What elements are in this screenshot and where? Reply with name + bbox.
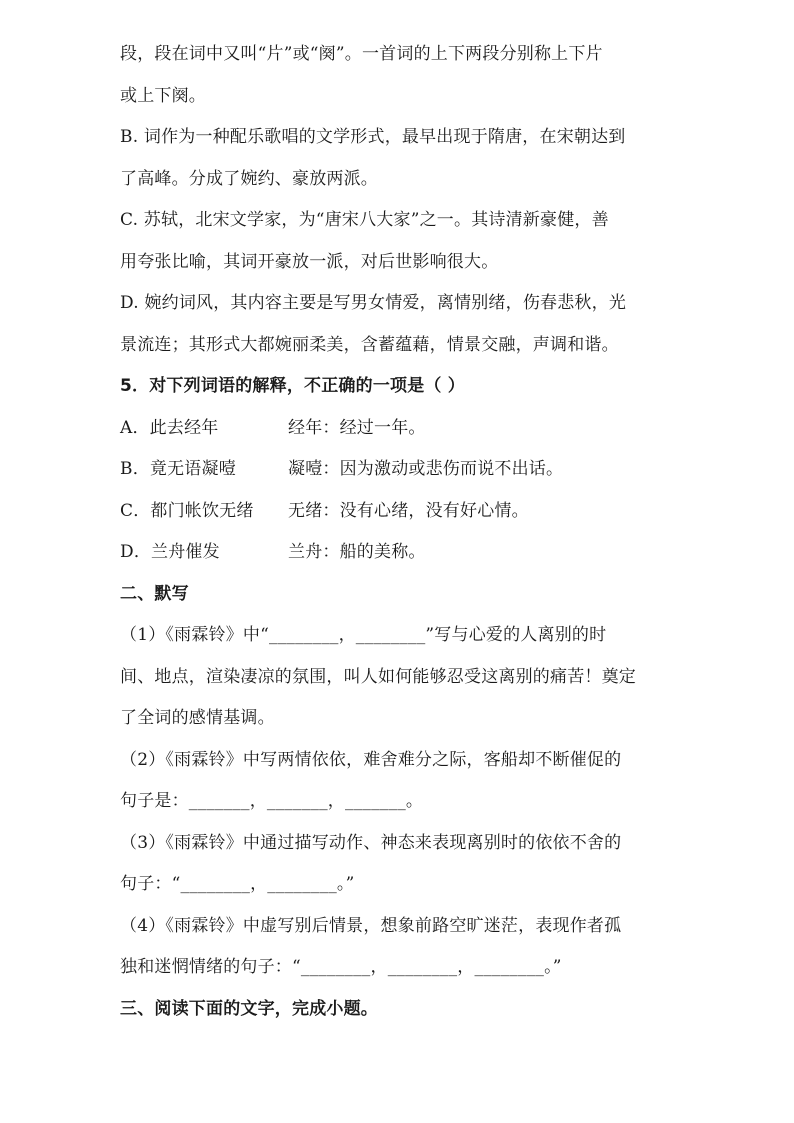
dictation-4-line-1: （4）《雨霖铃》中虚写别后情景，想象前路空旷迷茫，表现作者孤 — [120, 915, 622, 936]
option-term: B．竟无语凝噎 — [120, 459, 236, 479]
question-5-title: 5．对下列词语的解释，不正确的一项是（ ） — [120, 376, 465, 396]
question-5-option-c — [120, 491, 680, 533]
dictation-3-line-2: 句子：“________，________。” — [120, 874, 355, 894]
option-explanation: 兰舟：船的美称。 — [288, 542, 426, 562]
dictation-2-line-2: 句子是：_______，_______，_______。 — [120, 791, 424, 811]
option-explanation: 无绪：没有心绪，没有好心情。 — [288, 500, 529, 521]
dictation-3-line-1: （3）《雨霖铃》中通过描写动作、神态来表现离别时的依依不舍的 — [120, 832, 622, 853]
option-b-line-1: B. 词作为一种配乐歌唱的文学形式，最早出现于隋唐，在宋朝达到 — [120, 127, 626, 147]
intro-line-1: 段，段在词中又叫“片”或“阕”。一首词的上下两段分别称上下片 — [120, 44, 603, 64]
dictation-4-line-2: 独和迷惘情绪的句子：“________，________，________。” — [120, 957, 562, 977]
option-explanation: 经年：经过一年。 — [288, 417, 426, 438]
question-5-option-a — [120, 408, 680, 450]
document-page — [120, 34, 680, 1030]
option-d-line-1: D. 婉约词风，其内容主要是写男女情爱，离情别绪，伤春悲秋，光 — [120, 293, 627, 313]
question-5-option-d — [120, 532, 680, 574]
option-c-line-2: 用夸张比喻，其词开豪放一派，对后世影响很大。 — [120, 251, 499, 272]
option-explanation: 凝噎：因为激动或悲伤而说不出话。 — [288, 459, 564, 479]
section-3-heading: 三、阅读下面的文字，完成小题。 — [120, 998, 378, 1019]
option-d-line-2: 景流连；其形式大都婉丽柔美，含蓄蕴藉，情景交融，声调和谐。 — [120, 334, 619, 355]
question-5-option-b — [120, 449, 680, 491]
dictation-1-line-1: （1）《雨霖铃》中“________，________”写与心爱的人离别的时 — [120, 625, 607, 645]
dictation-1-line-3: 了全词的感情基调。 — [120, 708, 275, 728]
intro-line-2: 或上下阕。 — [120, 85, 206, 106]
section-2-heading: 二、默写 — [120, 583, 189, 604]
option-term: C．都门帐饮无绪 — [120, 500, 254, 521]
option-b-line-2: 了高峰。分成了婉约、豪放两派。 — [120, 168, 378, 189]
option-c-line-1: C. 苏轼，北宋文学家，为“唐宋八大家”之一。其诗清新豪健，善 — [120, 210, 609, 230]
dictation-2-line-1: （2）《雨霖铃》中写两情依依，难舍难分之际，客船却不断催促的 — [120, 749, 622, 770]
option-term: A．此去经年 — [120, 417, 219, 438]
dictation-1-line-2: 间、地点，渲染凄凉的氛围，叫人如何能够忍受这离别的痛苦！奠定 — [120, 666, 636, 687]
option-term: D．兰舟催发 — [120, 542, 220, 562]
